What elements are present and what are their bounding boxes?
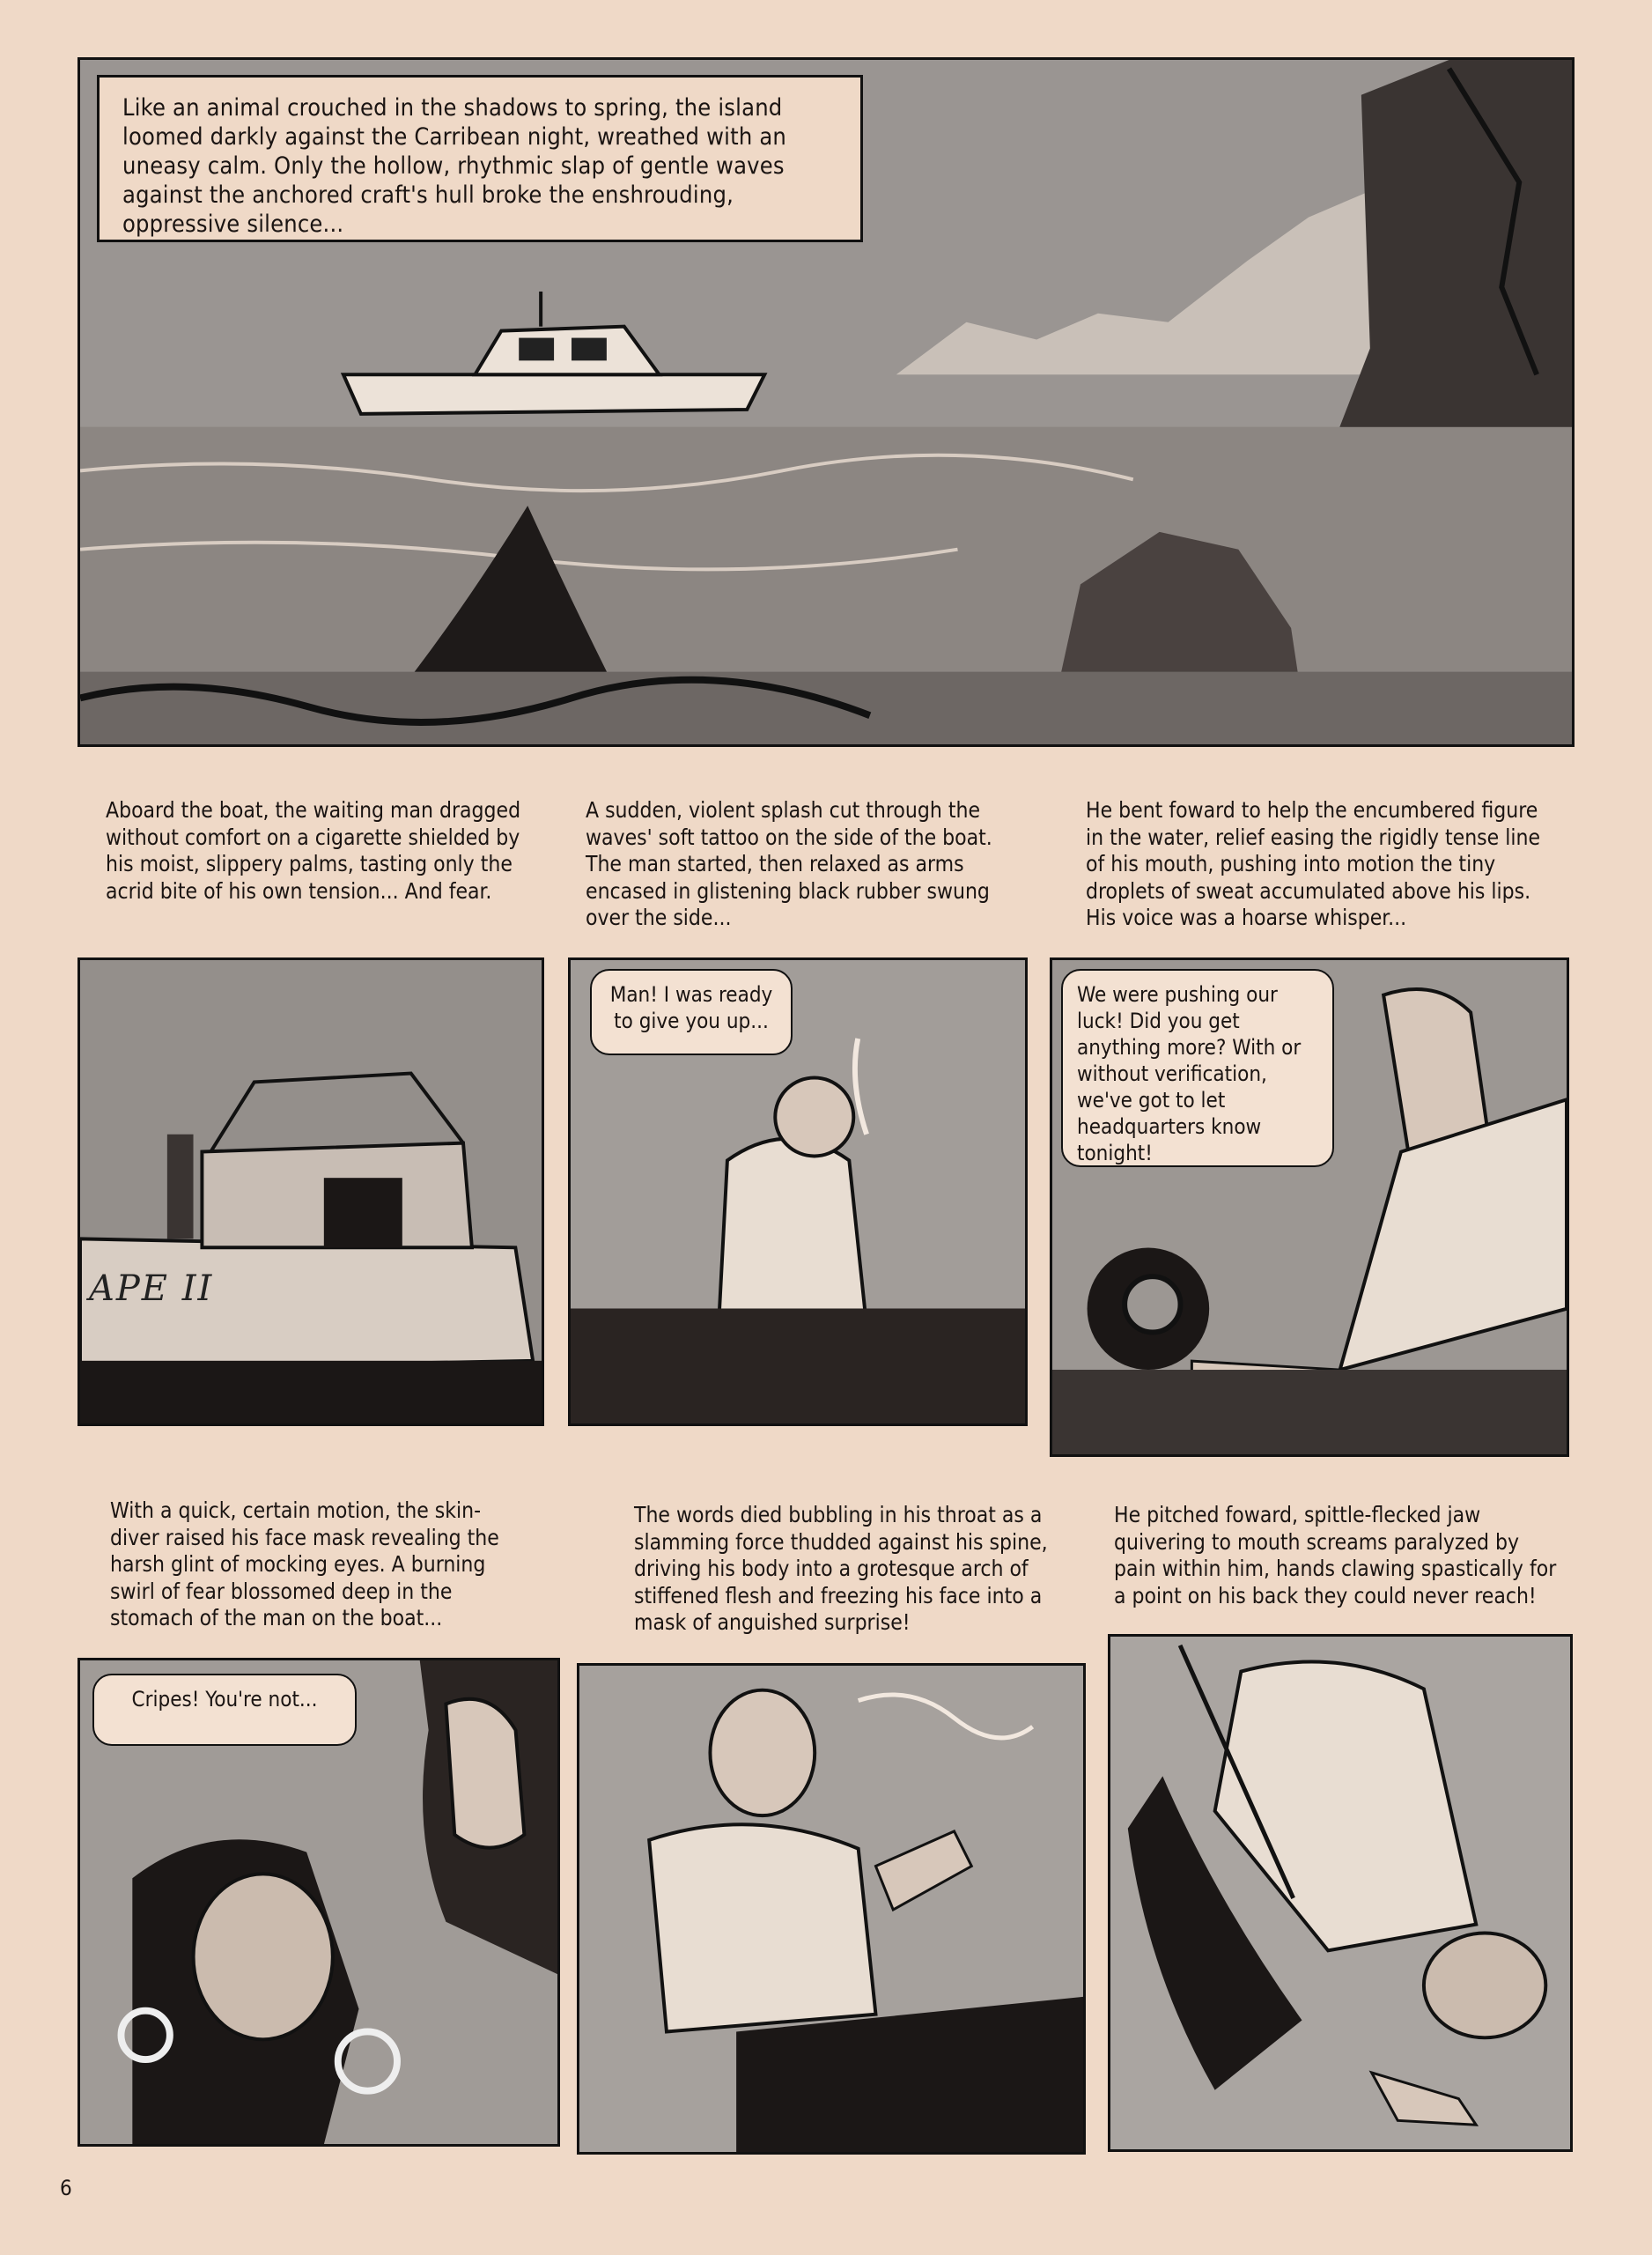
top-caption-text: Like an animal crouched in the shadows to spring, the island loomed darkly against the Carribean night, wreathed with an uneasy calm. Only the hollow, rhythmic slap of gentle waves against the anchored craft's hull broke the enshrouding, oppressive silence... [122,94,787,238]
man-falling-illustration [1110,1637,1570,2149]
narration-row2-3: He bent foward to help the encumbered figure in the water, relief easing the rigidly tense line of his mouth, pushing into motion the tiny droplets of sweat accumulated above his lips. His voice was a hoarse whisper... [1086,797,1541,930]
boat-name-text: APE II [89,1268,214,1309]
panel-boat-smoker [77,957,544,1426]
speech-text-helper: We were pushing our luck! Did you get anything more? With or without verification, we've got to let headquarters know tonight! [1077,982,1302,1165]
speech-text-waiting-man: Man! I was ready to give you up... [609,982,773,1033]
panel-man-struck [577,1663,1086,2155]
panel-man-falling [1108,1634,1573,2152]
narration-row2-1: Aboard the boat, the waiting man dragged without comfort on a cigarette shielded by his moist, slippery palms, tasting only the acrid bite of his own tension... And fear. [106,797,521,904]
speech-balloon-waiting-man [590,969,793,1055]
top-caption-box [97,75,863,242]
speech-balloon-helper [1061,969,1334,1167]
page-number: 6 [60,2176,72,2200]
narration-row3-1: With a quick, certain motion, the skin-diver raised his face mask revealing the harsh glint of mocking eyes. A burning swirl of fear blossomed deep in the stomach of the man on the boat... [110,1497,499,1630]
narration-row3-2: The words died bubbling in his throat as a slamming force thudded against his spine, driving his body into a grotesque arch of stiffened flesh and freezing his face into a mask of anguished surprise! [634,1502,1048,1635]
speech-balloon-diver-reveal [92,1674,357,1746]
boat-smoker-illustration [80,960,542,1423]
speech-text-diver-reveal: Cripes! You're not... [131,1687,318,1712]
narration-row3-3: He pitched foward, spittle-flecked jaw quivering to mouth screams paralyzed by pain within him, hands clawing spastically for a point on his back they could never reach! [1114,1502,1557,1608]
man-struck-illustration [579,1666,1083,2152]
narration-row2-2: A sudden, violent splash cut through the waves' soft tattoo on the side of the boat. The man started, then relaxed as arms encased in glistening black rubber swung over the side... [586,797,992,930]
